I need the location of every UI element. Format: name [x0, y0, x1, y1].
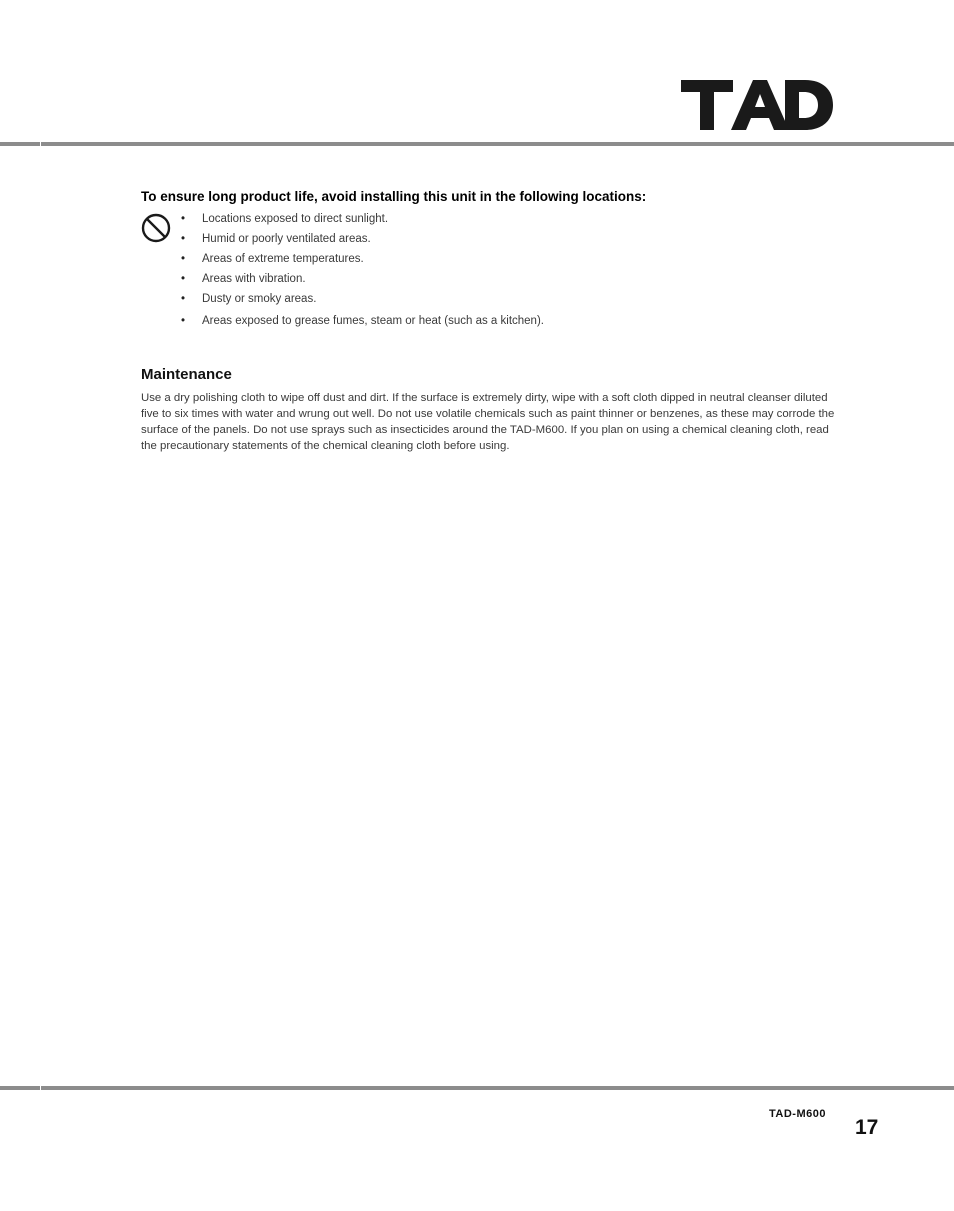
- maintenance-title: Maintenance: [141, 366, 232, 383]
- list-item: • Areas with vibration.: [181, 273, 306, 285]
- avoid-locations-list: [181, 210, 544, 332]
- prohibition-icon: [141, 213, 171, 243]
- list-item: • Dusty or smoky areas.: [181, 293, 317, 305]
- list-item: • Humid or poorly ventilated areas.: [181, 233, 371, 245]
- install-warning-heading: To ensure long product life, avoid installing this unit in the following locations:: [141, 189, 647, 204]
- header-rule: [0, 142, 954, 146]
- page-number: 17: [855, 1116, 879, 1139]
- tad-logo: [681, 80, 833, 130]
- model-name: TAD-M600: [769, 1108, 826, 1120]
- list-item: • Locations exposed to direct sunlight.: [181, 213, 389, 225]
- footer-rule: [0, 1086, 954, 1090]
- list-item: • Areas exposed to grease fumes, steam or heat (such as a kitchen).: [181, 315, 544, 327]
- list-item: • Areas of extreme temperatures.: [181, 253, 364, 265]
- maintenance-body: Use a dry polishing cloth to wipe off dust and dirt. If the surface is extremely dirty, wipe with a soft cloth dipped in neutral cleanser diluted five to six times with water and wrung out well. Do not use volatile chemicals such as paint thinner or benzenes, as these may corrode the surface of the panels. Do not use sprays such as insecticides around the TAD-M600. If you plan on using a chemical cleaning cloth, read the precautionary statements of the chemical cleaning cloth before using.: [141, 392, 835, 452]
